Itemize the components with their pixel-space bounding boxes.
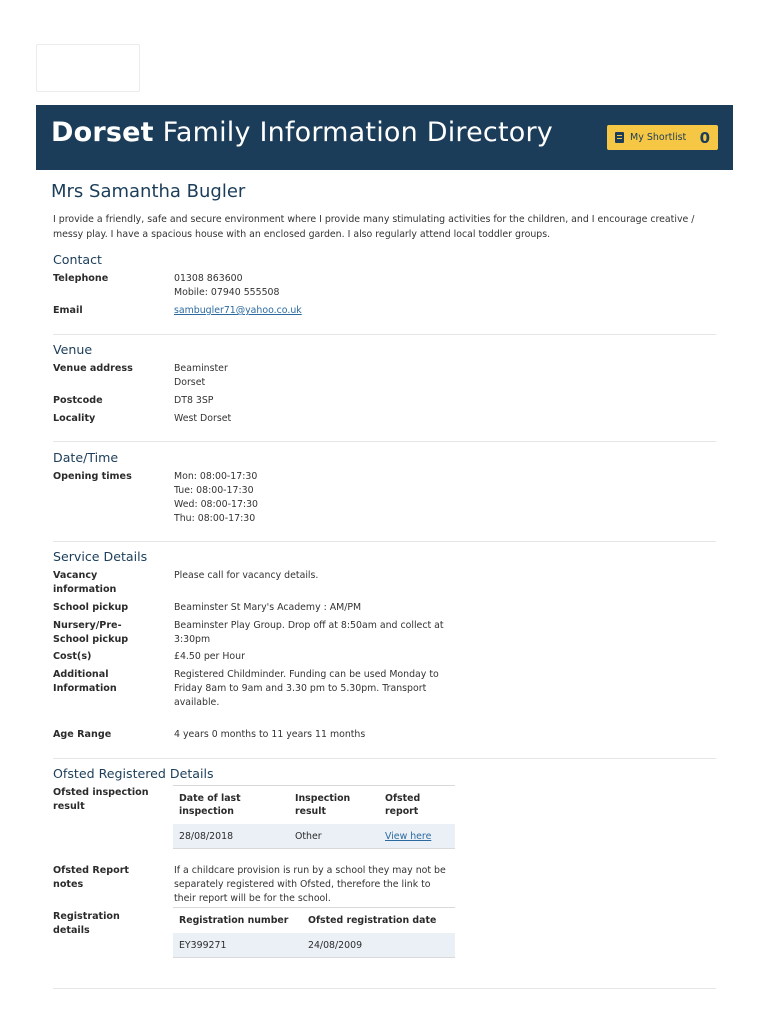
registration-header: Ofsted registration date	[302, 908, 455, 934]
title-rest: Family Information Directory	[162, 117, 553, 148]
inspection-header: Date of last inspection	[173, 786, 289, 825]
ofsted-notes-label: Ofsted Report notes	[53, 865, 130, 890]
opening-times-label: Opening times	[53, 471, 132, 482]
locality-value: West Dorset	[174, 413, 232, 424]
provider-name: Mrs Samantha Bugler	[51, 181, 246, 202]
service-section-title: Service Details	[53, 549, 148, 564]
age-range-label: Age Range	[53, 729, 112, 740]
registration-details-label: Registration details	[53, 911, 120, 936]
ofsted-notes-value: If a childcare provision is run by a school they may not be separately registered with Ofsted, therefore the link to their report will be for the school.	[174, 865, 446, 904]
additional-info-value: Registered Childminder. Funding can be used Monday to Friday 8am to 9am and 3.30 pm to 5.30pm. Transport available.	[174, 669, 439, 708]
age-range-value: 4 years 0 months to 11 years 11 months	[174, 729, 366, 740]
datetime-section-title: Date/Time	[53, 450, 119, 465]
list-icon	[615, 132, 624, 143]
ofsted-inspection-label: Ofsted inspection result	[53, 787, 149, 812]
nursery-pickup-value: Beaminster Play Group. Drop off at 8:50am and collect at 3:30pm	[174, 620, 444, 645]
vacancy-label: Vacancy information	[53, 570, 117, 595]
telephone-label: Telephone	[53, 273, 109, 284]
contact-section-title: Contact	[53, 252, 102, 267]
shortlist-label: My Shortlist	[630, 132, 687, 143]
view-report-link[interactable]: View here	[385, 830, 432, 842]
registration-date: 24/08/2009	[302, 933, 455, 958]
vacancy-value: Please call for vacancy details.	[174, 570, 319, 581]
ofsted-section-title: Ofsted Registered Details	[53, 766, 214, 781]
inspection-header: Inspection result	[289, 786, 379, 825]
telephone-value	[174, 272, 459, 300]
opening-times-value	[174, 470, 459, 526]
shortlist-count: 0	[699, 128, 710, 147]
opening-time-item: Tue: 08:00-17:30	[174, 485, 254, 496]
nursery-pickup-label: Nursery/Pre-School pickup	[53, 620, 129, 645]
telephone-number: 01308 863600	[174, 273, 243, 284]
report-cell	[379, 824, 455, 849]
table-row	[173, 933, 455, 958]
opening-time-item: Mon: 08:00-17:30	[174, 471, 258, 482]
additional-info-label: Additional Information	[53, 669, 117, 694]
shortlist-button[interactable]	[607, 125, 718, 150]
section-divider	[53, 441, 716, 442]
provider-description: I provide a friendly, safe and secure environment where I provide many stimulating activities for the children, and I encourage creative / messy play. I have a spacious house with an enclosed garden. I also regularly attend local toddler groups.	[53, 214, 695, 240]
cost-value: £4.50 per Hour	[174, 651, 245, 662]
locality-label: Locality	[53, 413, 96, 424]
cost-label: Cost(s)	[53, 651, 92, 662]
opening-time-item: Thu: 08:00-17:30	[174, 513, 256, 524]
postcode-label: Postcode	[53, 395, 103, 406]
registration-table	[173, 907, 455, 958]
page-title	[51, 117, 553, 148]
mobile-number: Mobile: 07940 555508	[174, 287, 280, 298]
opening-time-item: Wed: 08:00-17:30	[174, 499, 258, 510]
site-logo[interactable]	[36, 44, 140, 92]
postcode-value: DT8 3SP	[174, 395, 214, 406]
venue-address-label: Venue address	[53, 363, 133, 374]
header-banner	[36, 105, 733, 170]
registration-header: Registration number	[173, 908, 302, 934]
email-label: Email	[53, 305, 83, 316]
email-value	[174, 304, 459, 318]
section-divider	[53, 334, 716, 335]
venue-section-title: Venue	[53, 342, 93, 357]
inspection-header: Ofsted report	[379, 786, 455, 825]
address-line: Dorset	[174, 377, 206, 388]
venue-address-value	[174, 362, 459, 390]
section-divider	[53, 758, 716, 759]
email-link[interactable]: sambugler71@yahoo.co.uk	[174, 305, 302, 316]
inspection-date: 28/08/2018	[173, 824, 289, 849]
inspection-result: Other	[289, 824, 379, 849]
title-bold: Dorset	[51, 117, 154, 148]
school-pickup-value: Beaminster St Mary's Academy : AM/PM	[174, 602, 362, 613]
table-row	[173, 824, 455, 849]
registration-number: EY399271	[173, 933, 302, 958]
section-divider	[53, 988, 716, 989]
school-pickup-label: School pickup	[53, 602, 129, 613]
inspection-table	[173, 785, 455, 849]
section-divider	[53, 541, 716, 542]
address-line: Beaminster	[174, 363, 228, 374]
